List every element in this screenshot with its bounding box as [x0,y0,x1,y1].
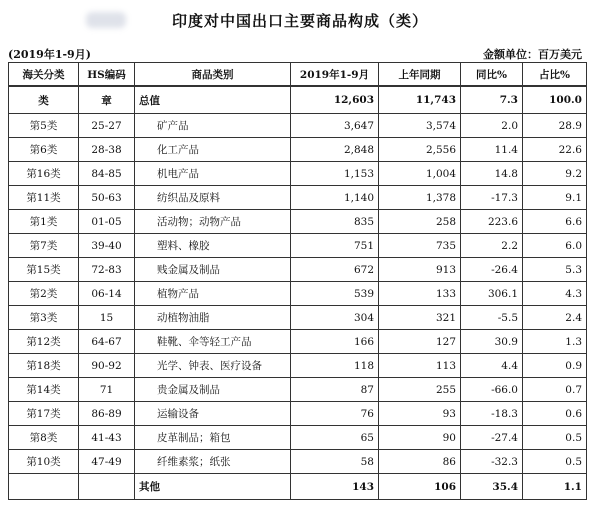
cell-yoy: 11.4 [461,138,523,162]
cell-current: 143 [291,474,379,500]
cell-share: 0.5 [523,450,587,474]
other-row [9,474,587,500]
table-row [9,402,587,426]
cell-share: 1.3 [523,330,587,354]
cell-hs: 01-05 [79,210,135,234]
column-header: 同比% [461,63,523,87]
cell-yoy: 2.0 [461,114,523,138]
cell-previous: 106 [379,474,461,500]
cell-hs: 90-92 [79,354,135,378]
cell-current: 166 [291,330,379,354]
column-header: 占比% [523,63,587,87]
cell-current: 118 [291,354,379,378]
cell-class: 第14类 [9,378,79,402]
cell-class [9,474,79,500]
cell-share: 1.1 [523,474,587,500]
cell-category: 活动物；动物产品 [135,210,291,234]
cell-share: 2.4 [523,306,587,330]
cell-previous: 11,743 [379,86,461,114]
cell-current: 87 [291,378,379,402]
table-row [9,186,587,210]
cell-current: 672 [291,258,379,282]
cell-share: 0.9 [523,354,587,378]
cell-share: 0.6 [523,402,587,426]
unit-label: 金额单位：百万美元 [483,48,582,61]
column-header: HS编码 [79,63,135,87]
cell-hs: 06-14 [79,282,135,306]
cell-current: 1,140 [291,186,379,210]
cell-class: 类 [9,86,79,114]
table-row [9,258,587,282]
cell-current: 835 [291,210,379,234]
cell-yoy: -66.0 [461,378,523,402]
cell-current: 65 [291,426,379,450]
cell-category: 总值 [135,86,291,114]
cell-category: 运输设备 [135,402,291,426]
cell-category: 植物产品 [135,282,291,306]
cell-hs: 39-40 [79,234,135,258]
cell-class: 第11类 [9,186,79,210]
cell-yoy: -5.5 [461,306,523,330]
table-row [9,426,587,450]
cell-category: 鞋靴、伞等轻工产品 [135,330,291,354]
cell-previous: 86 [379,450,461,474]
cell-current: 304 [291,306,379,330]
cell-category: 贵金属及制品 [135,378,291,402]
table-row [9,354,587,378]
cell-category: 光学、钟表、医疗设备 [135,354,291,378]
column-header: 2019年1-9月 [291,63,379,87]
cell-yoy: 7.3 [461,86,523,114]
cell-previous: 133 [379,282,461,306]
cell-hs [79,474,135,500]
cell-previous: 127 [379,330,461,354]
table-row [9,378,587,402]
cell-class: 第16类 [9,162,79,186]
cell-current: 2,848 [291,138,379,162]
cell-share: 28.9 [523,114,587,138]
cell-category: 塑料、橡胶 [135,234,291,258]
cell-yoy: 4.4 [461,354,523,378]
cell-class: 第2类 [9,282,79,306]
cell-yoy: 30.9 [461,330,523,354]
cell-previous: 3,574 [379,114,461,138]
table-row [9,330,587,354]
cell-yoy: 223.6 [461,210,523,234]
cell-yoy: 35.4 [461,474,523,500]
cell-hs: 25-27 [79,114,135,138]
cell-previous: 93 [379,402,461,426]
table-row [9,114,587,138]
period-label: (2019年1-9月) [8,48,91,61]
table-row [9,138,587,162]
column-header: 商品类别 [135,63,291,87]
total-row [9,86,587,114]
cell-class: 第10类 [9,450,79,474]
cell-class: 第12类 [9,330,79,354]
table-row [9,234,587,258]
column-header: 上年同期 [379,63,461,87]
cell-yoy: -17.3 [461,186,523,210]
cell-share: 0.7 [523,378,587,402]
cell-previous: 90 [379,426,461,450]
cell-hs: 章 [79,86,135,114]
cell-yoy: 14.8 [461,162,523,186]
cell-category: 矿产品 [135,114,291,138]
cell-category: 动植物油脂 [135,306,291,330]
column-header: 海关分类 [9,63,79,87]
cell-share: 6.6 [523,210,587,234]
cell-class: 第8类 [9,426,79,450]
cell-hs: 28-38 [79,138,135,162]
cell-category: 纺织品及原料 [135,186,291,210]
cell-yoy: -27.4 [461,426,523,450]
cell-hs: 41-43 [79,426,135,450]
cell-share: 6.0 [523,234,587,258]
cell-share: 5.3 [523,258,587,282]
cell-share: 100.0 [523,86,587,114]
cell-hs: 47-49 [79,450,135,474]
cell-category: 机电产品 [135,162,291,186]
cell-category: 皮革制品；箱包 [135,426,291,450]
cell-share: 9.2 [523,162,587,186]
table-row [9,282,587,306]
cell-share: 0.5 [523,426,587,450]
table-row [9,162,587,186]
cell-class: 第1类 [9,210,79,234]
cell-share: 4.3 [523,282,587,306]
export-table [8,62,587,500]
cell-yoy: 306.1 [461,282,523,306]
cell-hs: 84-85 [79,162,135,186]
cell-previous: 113 [379,354,461,378]
cell-class: 第5类 [9,114,79,138]
cell-hs: 72-83 [79,258,135,282]
cell-hs: 50-63 [79,186,135,210]
table-row [9,450,587,474]
cell-class: 第3类 [9,306,79,330]
cell-current: 12,603 [291,86,379,114]
cell-hs: 64-67 [79,330,135,354]
table-row [9,210,587,234]
table-row [9,306,587,330]
table-header-row [9,63,587,87]
cell-yoy: -32.3 [461,450,523,474]
cell-hs: 15 [79,306,135,330]
cell-previous: 1,378 [379,186,461,210]
cell-class: 第6类 [9,138,79,162]
cell-hs: 71 [79,378,135,402]
cell-yoy: 2.2 [461,234,523,258]
cell-previous: 735 [379,234,461,258]
cell-share: 22.6 [523,138,587,162]
cell-previous: 255 [379,378,461,402]
cell-class: 第17类 [9,402,79,426]
cell-previous: 2,556 [379,138,461,162]
cell-category: 化工产品 [135,138,291,162]
cell-current: 751 [291,234,379,258]
page-title: 印度对中国出口主要商品构成（类） [171,12,428,30]
cell-current: 3,647 [291,114,379,138]
cell-previous: 321 [379,306,461,330]
cell-category: 纤维素浆；纸张 [135,450,291,474]
cell-category: 贱金属及制品 [135,258,291,282]
cell-class: 第18类 [9,354,79,378]
cell-current: 539 [291,282,379,306]
cell-current: 1,153 [291,162,379,186]
cell-previous: 913 [379,258,461,282]
cell-hs: 86-89 [79,402,135,426]
cell-class: 第15类 [9,258,79,282]
cell-category: 其他 [135,474,291,500]
cell-previous: 1,004 [379,162,461,186]
cell-class: 第7类 [9,234,79,258]
cell-current: 58 [291,450,379,474]
cell-yoy: -18.3 [461,402,523,426]
cell-previous: 258 [379,210,461,234]
cell-yoy: -26.4 [461,258,523,282]
cell-current: 76 [291,402,379,426]
cell-share: 9.1 [523,186,587,210]
